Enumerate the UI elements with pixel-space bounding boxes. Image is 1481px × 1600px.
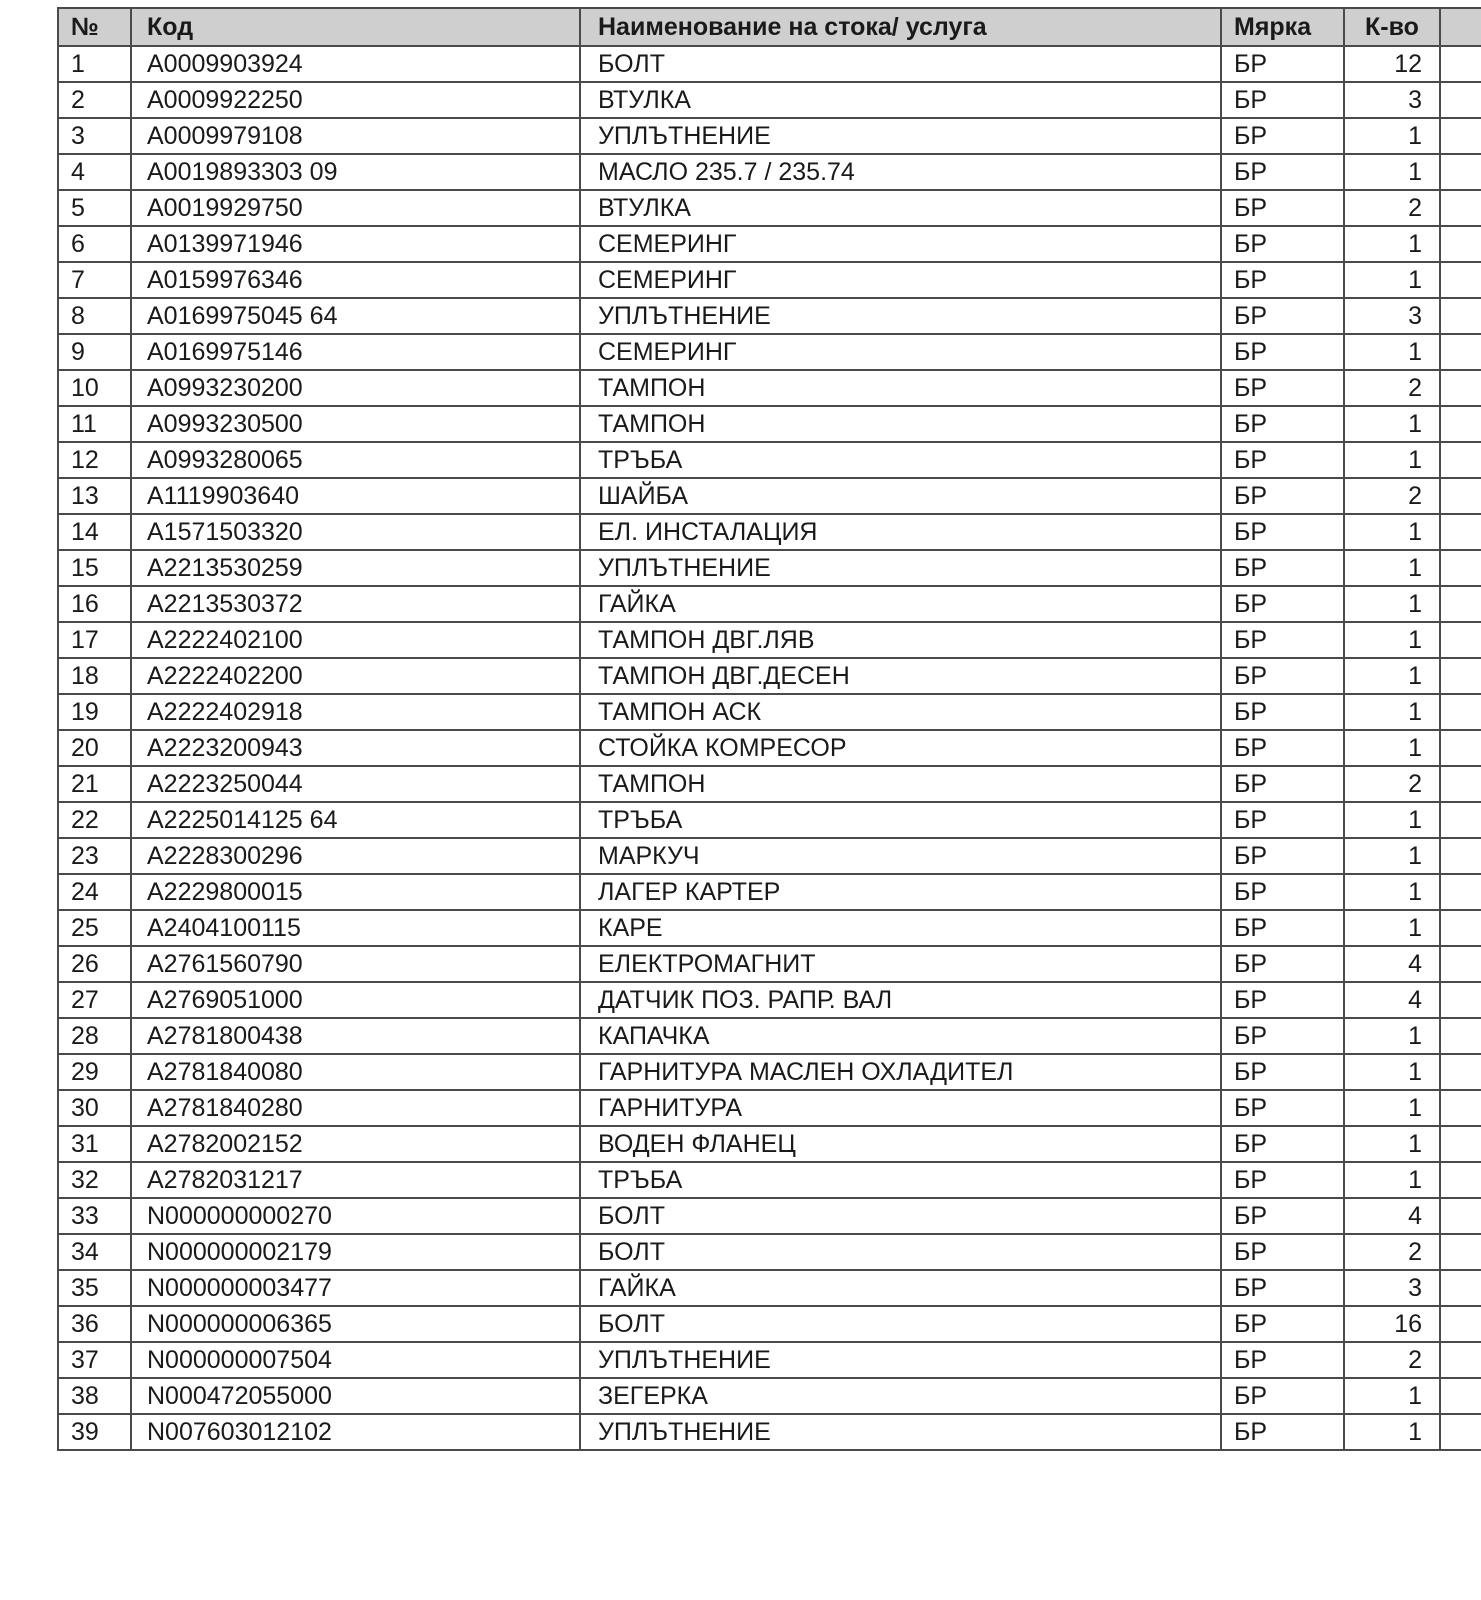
unit-of-measure: БР — [1221, 1090, 1344, 1126]
part-code: A2781840280 — [131, 1090, 580, 1126]
quantity: 3 — [1344, 298, 1440, 334]
row-number: 17 — [58, 622, 131, 658]
unit-of-measure: БР — [1221, 442, 1344, 478]
row-number: 5 — [58, 190, 131, 226]
cut-off-cell — [1440, 118, 1481, 154]
part-name: ТАМПОН ДВГ.ЛЯВ — [580, 622, 1221, 658]
header-quantity: К-во — [1344, 8, 1440, 46]
quantity: 1 — [1344, 1090, 1440, 1126]
table-row — [58, 154, 1481, 190]
row-number: 36 — [58, 1306, 131, 1342]
cut-off-cell — [1440, 1198, 1481, 1234]
part-code: A2225014125 64 — [131, 802, 580, 838]
header-number: № — [58, 8, 131, 46]
part-code: A0993230500 — [131, 406, 580, 442]
cut-off-cell — [1440, 550, 1481, 586]
table-row — [58, 622, 1481, 658]
cut-off-cell — [1440, 910, 1481, 946]
quantity: 3 — [1344, 1270, 1440, 1306]
row-number: 25 — [58, 910, 131, 946]
table-row — [58, 442, 1481, 478]
quantity: 1 — [1344, 1018, 1440, 1054]
part-code: A2782031217 — [131, 1162, 580, 1198]
cut-off-cell — [1440, 298, 1481, 334]
table-row — [58, 1126, 1481, 1162]
table-row — [58, 298, 1481, 334]
part-name: ЕЛЕКТРОМАГНИТ — [580, 946, 1221, 982]
quantity: 12 — [1344, 46, 1440, 82]
quantity: 1 — [1344, 730, 1440, 766]
row-number: 1 — [58, 46, 131, 82]
row-number: 2 — [58, 82, 131, 118]
unit-of-measure: БР — [1221, 730, 1344, 766]
row-number: 24 — [58, 874, 131, 910]
part-code: A2223250044 — [131, 766, 580, 802]
quantity: 1 — [1344, 514, 1440, 550]
quantity: 1 — [1344, 154, 1440, 190]
part-name: МАСЛО 235.7 / 235.74 — [580, 154, 1221, 190]
unit-of-measure: БР — [1221, 1378, 1344, 1414]
part-name: ТАМПОН АСК — [580, 694, 1221, 730]
table-row — [58, 586, 1481, 622]
part-name: УПЛЪТНЕНИЕ — [580, 1414, 1221, 1450]
unit-of-measure: БР — [1221, 982, 1344, 1018]
part-name: УПЛЪТНЕНИЕ — [580, 298, 1221, 334]
unit-of-measure: БР — [1221, 514, 1344, 550]
row-number: 30 — [58, 1090, 131, 1126]
part-name: ГАЙКА — [580, 1270, 1221, 1306]
part-code: N000000002179 — [131, 1234, 580, 1270]
cut-off-cell — [1440, 154, 1481, 190]
part-code: A2213530372 — [131, 586, 580, 622]
cut-off-cell — [1440, 406, 1481, 442]
table-row — [58, 838, 1481, 874]
part-name: ГАРНИТУРА МАСЛЕН ОХЛАДИТЕЛ — [580, 1054, 1221, 1090]
part-name: ТРЪБА — [580, 1162, 1221, 1198]
part-name: КАРЕ — [580, 910, 1221, 946]
quantity: 1 — [1344, 586, 1440, 622]
parts-list-sheet — [57, 7, 1481, 1577]
cut-off-cell — [1440, 838, 1481, 874]
part-code: A2761560790 — [131, 946, 580, 982]
row-number: 3 — [58, 118, 131, 154]
cut-off-cell — [1440, 694, 1481, 730]
row-number: 32 — [58, 1162, 131, 1198]
unit-of-measure: БР — [1221, 1054, 1344, 1090]
table-row — [58, 226, 1481, 262]
part-name: ЛАГЕР КАРТЕР — [580, 874, 1221, 910]
quantity: 1 — [1344, 802, 1440, 838]
part-code: A2782002152 — [131, 1126, 580, 1162]
part-name: СТОЙКА КОМРЕСОР — [580, 730, 1221, 766]
quantity: 1 — [1344, 1414, 1440, 1450]
cut-off-cell — [1440, 1126, 1481, 1162]
part-name: ВТУЛКА — [580, 190, 1221, 226]
part-name: ГАЙКА — [580, 586, 1221, 622]
cut-off-cell — [1440, 622, 1481, 658]
table-row — [58, 982, 1481, 1018]
row-number: 4 — [58, 154, 131, 190]
cut-off-cell — [1440, 1054, 1481, 1090]
unit-of-measure: БР — [1221, 874, 1344, 910]
quantity: 1 — [1344, 1162, 1440, 1198]
part-name: СЕМЕРИНГ — [580, 226, 1221, 262]
cut-off-cell — [1440, 1234, 1481, 1270]
cut-off-cell — [1440, 1090, 1481, 1126]
quantity: 1 — [1344, 406, 1440, 442]
row-number: 29 — [58, 1054, 131, 1090]
cut-off-cell — [1440, 802, 1481, 838]
part-code: N000000003477 — [131, 1270, 580, 1306]
table-row — [58, 1162, 1481, 1198]
quantity: 1 — [1344, 622, 1440, 658]
table-row — [58, 82, 1481, 118]
cut-off-cell — [1440, 982, 1481, 1018]
part-code: A2781840080 — [131, 1054, 580, 1090]
part-code: A0019893303 09 — [131, 154, 580, 190]
quantity: 2 — [1344, 1342, 1440, 1378]
unit-of-measure: БР — [1221, 550, 1344, 586]
cut-off-cell — [1440, 1018, 1481, 1054]
quantity: 1 — [1344, 1126, 1440, 1162]
quantity: 2 — [1344, 478, 1440, 514]
part-name: МАРКУЧ — [580, 838, 1221, 874]
part-name: БОЛТ — [580, 46, 1221, 82]
part-code: N000000007504 — [131, 1342, 580, 1378]
table-row — [58, 946, 1481, 982]
part-code: A2228300296 — [131, 838, 580, 874]
cut-off-cell — [1440, 334, 1481, 370]
part-name: БОЛТ — [580, 1234, 1221, 1270]
table-row — [58, 658, 1481, 694]
part-code: A2222402918 — [131, 694, 580, 730]
cut-off-cell — [1440, 766, 1481, 802]
unit-of-measure: БР — [1221, 694, 1344, 730]
part-code: N000000006365 — [131, 1306, 580, 1342]
unit-of-measure: БР — [1221, 658, 1344, 694]
row-number: 35 — [58, 1270, 131, 1306]
unit-of-measure: БР — [1221, 46, 1344, 82]
table-row — [58, 730, 1481, 766]
part-name: БОЛТ — [580, 1198, 1221, 1234]
part-code: N000000000270 — [131, 1198, 580, 1234]
table-row — [58, 1342, 1481, 1378]
row-number: 8 — [58, 298, 131, 334]
unit-of-measure: БР — [1221, 370, 1344, 406]
part-code: A1571503320 — [131, 514, 580, 550]
cut-off-cell — [1440, 190, 1481, 226]
unit-of-measure: БР — [1221, 946, 1344, 982]
table-row — [58, 1234, 1481, 1270]
row-number: 6 — [58, 226, 131, 262]
part-code: N007603012102 — [131, 1414, 580, 1450]
part-name: ЗЕГЕРКА — [580, 1378, 1221, 1414]
table-row — [58, 1018, 1481, 1054]
unit-of-measure: БР — [1221, 766, 1344, 802]
unit-of-measure: БР — [1221, 838, 1344, 874]
cut-off-cell — [1440, 1270, 1481, 1306]
row-number: 26 — [58, 946, 131, 982]
row-number: 20 — [58, 730, 131, 766]
unit-of-measure: БР — [1221, 82, 1344, 118]
cut-off-cell — [1440, 442, 1481, 478]
quantity: 1 — [1344, 658, 1440, 694]
row-number: 38 — [58, 1378, 131, 1414]
cut-off-cell — [1440, 946, 1481, 982]
quantity: 4 — [1344, 1198, 1440, 1234]
row-number: 11 — [58, 406, 131, 442]
table-row — [58, 1414, 1481, 1450]
part-code: A0993230200 — [131, 370, 580, 406]
row-number: 21 — [58, 766, 131, 802]
quantity: 1 — [1344, 874, 1440, 910]
part-name: СЕМЕРИНГ — [580, 262, 1221, 298]
part-code: A1119903640 — [131, 478, 580, 514]
part-name: УПЛЪТНЕНИЕ — [580, 118, 1221, 154]
quantity: 3 — [1344, 82, 1440, 118]
table-row — [58, 262, 1481, 298]
cut-off-cell — [1440, 262, 1481, 298]
row-number: 13 — [58, 478, 131, 514]
row-number: 9 — [58, 334, 131, 370]
part-code: A2222402100 — [131, 622, 580, 658]
unit-of-measure: БР — [1221, 1198, 1344, 1234]
unit-of-measure: БР — [1221, 190, 1344, 226]
part-code: A0009903924 — [131, 46, 580, 82]
part-code: A2213530259 — [131, 550, 580, 586]
unit-of-measure: БР — [1221, 622, 1344, 658]
row-number: 31 — [58, 1126, 131, 1162]
parts-table — [57, 7, 1481, 1451]
part-name: КАПАЧКА — [580, 1018, 1221, 1054]
part-name: СЕМЕРИНГ — [580, 334, 1221, 370]
part-code: A2223200943 — [131, 730, 580, 766]
row-number: 12 — [58, 442, 131, 478]
unit-of-measure: БР — [1221, 1306, 1344, 1342]
quantity: 1 — [1344, 118, 1440, 154]
unit-of-measure: БР — [1221, 1234, 1344, 1270]
row-number: 14 — [58, 514, 131, 550]
table-row — [58, 46, 1481, 82]
table-row — [58, 1198, 1481, 1234]
table-row — [58, 1306, 1481, 1342]
part-code: A2404100115 — [131, 910, 580, 946]
part-name: ВОДЕН ФЛАНЕЦ — [580, 1126, 1221, 1162]
unit-of-measure: БР — [1221, 406, 1344, 442]
cut-off-cell — [1440, 478, 1481, 514]
table-row — [58, 874, 1481, 910]
quantity: 4 — [1344, 982, 1440, 1018]
cut-off-cell — [1440, 1342, 1481, 1378]
unit-of-measure: БР — [1221, 802, 1344, 838]
row-number: 16 — [58, 586, 131, 622]
quantity: 4 — [1344, 946, 1440, 982]
cut-off-cell — [1440, 226, 1481, 262]
part-code: A2781800438 — [131, 1018, 580, 1054]
cut-off-cell — [1440, 82, 1481, 118]
quantity: 1 — [1344, 1378, 1440, 1414]
row-number: 18 — [58, 658, 131, 694]
row-number: 15 — [58, 550, 131, 586]
cut-off-cell — [1440, 514, 1481, 550]
part-name: ТАМПОН — [580, 406, 1221, 442]
table-row — [58, 550, 1481, 586]
quantity: 2 — [1344, 370, 1440, 406]
quantity: 2 — [1344, 190, 1440, 226]
part-name: ДАТЧИК ПОЗ. РАПР. ВАЛ — [580, 982, 1221, 1018]
part-name: ТАМПОН — [580, 766, 1221, 802]
quantity: 16 — [1344, 1306, 1440, 1342]
table-row — [58, 802, 1481, 838]
part-name: УПЛЪТНЕНИЕ — [580, 1342, 1221, 1378]
header-cut-off-column — [1440, 8, 1481, 46]
table-row — [58, 694, 1481, 730]
quantity: 1 — [1344, 442, 1440, 478]
row-number: 27 — [58, 982, 131, 1018]
part-code: A0993280065 — [131, 442, 580, 478]
table-row — [58, 766, 1481, 802]
table-row — [58, 190, 1481, 226]
part-code: A0139971946 — [131, 226, 580, 262]
part-code: A0009979108 — [131, 118, 580, 154]
unit-of-measure: БР — [1221, 262, 1344, 298]
part-name: ТРЪБА — [580, 802, 1221, 838]
table-row — [58, 406, 1481, 442]
unit-of-measure: БР — [1221, 1162, 1344, 1198]
header-name: Наименование на стока/ услуга — [580, 8, 1221, 46]
table-row — [58, 370, 1481, 406]
unit-of-measure: БР — [1221, 226, 1344, 262]
unit-of-measure: БР — [1221, 154, 1344, 190]
table-header-row — [58, 8, 1481, 46]
table-row — [58, 478, 1481, 514]
unit-of-measure: БР — [1221, 1126, 1344, 1162]
unit-of-measure: БР — [1221, 586, 1344, 622]
unit-of-measure: БР — [1221, 334, 1344, 370]
quantity: 1 — [1344, 1054, 1440, 1090]
quantity: 1 — [1344, 550, 1440, 586]
table-row — [58, 334, 1481, 370]
part-name: ВТУЛКА — [580, 82, 1221, 118]
part-code: N000472055000 — [131, 1378, 580, 1414]
table-body — [58, 46, 1481, 1450]
table-row — [58, 1054, 1481, 1090]
row-number: 39 — [58, 1414, 131, 1450]
cut-off-cell — [1440, 46, 1481, 82]
unit-of-measure: БР — [1221, 118, 1344, 154]
part-name: ТАМПОН — [580, 370, 1221, 406]
row-number: 10 — [58, 370, 131, 406]
quantity: 1 — [1344, 226, 1440, 262]
row-number: 23 — [58, 838, 131, 874]
row-number: 34 — [58, 1234, 131, 1270]
unit-of-measure: БР — [1221, 1414, 1344, 1450]
table-row — [58, 1270, 1481, 1306]
cut-off-cell — [1440, 1162, 1481, 1198]
unit-of-measure: БР — [1221, 298, 1344, 334]
part-name: ТАМПОН ДВГ.ДЕСЕН — [580, 658, 1221, 694]
part-name: БОЛТ — [580, 1306, 1221, 1342]
part-code: A0169975045 64 — [131, 298, 580, 334]
quantity: 1 — [1344, 262, 1440, 298]
part-code: A0159976346 — [131, 262, 580, 298]
cut-off-cell — [1440, 370, 1481, 406]
quantity: 2 — [1344, 1234, 1440, 1270]
part-code: A2222402200 — [131, 658, 580, 694]
quantity: 1 — [1344, 334, 1440, 370]
header-unit: Мярка — [1221, 8, 1344, 46]
row-number: 19 — [58, 694, 131, 730]
table-row — [58, 910, 1481, 946]
part-code: A0009922250 — [131, 82, 580, 118]
quantity: 1 — [1344, 694, 1440, 730]
row-number: 37 — [58, 1342, 131, 1378]
row-number: 22 — [58, 802, 131, 838]
cut-off-cell — [1440, 1306, 1481, 1342]
part-name: ЕЛ. ИНСТАЛАЦИЯ — [580, 514, 1221, 550]
table-row — [58, 514, 1481, 550]
cut-off-cell — [1440, 1414, 1481, 1450]
row-number: 33 — [58, 1198, 131, 1234]
table-row — [58, 118, 1481, 154]
part-name: ШАЙБА — [580, 478, 1221, 514]
part-code: A2229800015 — [131, 874, 580, 910]
unit-of-measure: БР — [1221, 1342, 1344, 1378]
part-name: ГАРНИТУРА — [580, 1090, 1221, 1126]
cut-off-cell — [1440, 658, 1481, 694]
cut-off-cell — [1440, 874, 1481, 910]
header-code: Код — [131, 8, 580, 46]
part-name: ТРЪБА — [580, 442, 1221, 478]
cut-off-cell — [1440, 730, 1481, 766]
part-code: A0019929750 — [131, 190, 580, 226]
part-code: A2769051000 — [131, 982, 580, 1018]
row-number: 7 — [58, 262, 131, 298]
table-row — [58, 1378, 1481, 1414]
quantity: 2 — [1344, 766, 1440, 802]
part-code: A0169975146 — [131, 334, 580, 370]
cut-off-cell — [1440, 586, 1481, 622]
unit-of-measure: БР — [1221, 1270, 1344, 1306]
cut-off-cell — [1440, 1378, 1481, 1414]
row-number: 28 — [58, 1018, 131, 1054]
table-row — [58, 1090, 1481, 1126]
quantity: 1 — [1344, 910, 1440, 946]
unit-of-measure: БР — [1221, 1018, 1344, 1054]
part-name: УПЛЪТНЕНИЕ — [580, 550, 1221, 586]
quantity: 1 — [1344, 838, 1440, 874]
unit-of-measure: БР — [1221, 910, 1344, 946]
unit-of-measure: БР — [1221, 478, 1344, 514]
